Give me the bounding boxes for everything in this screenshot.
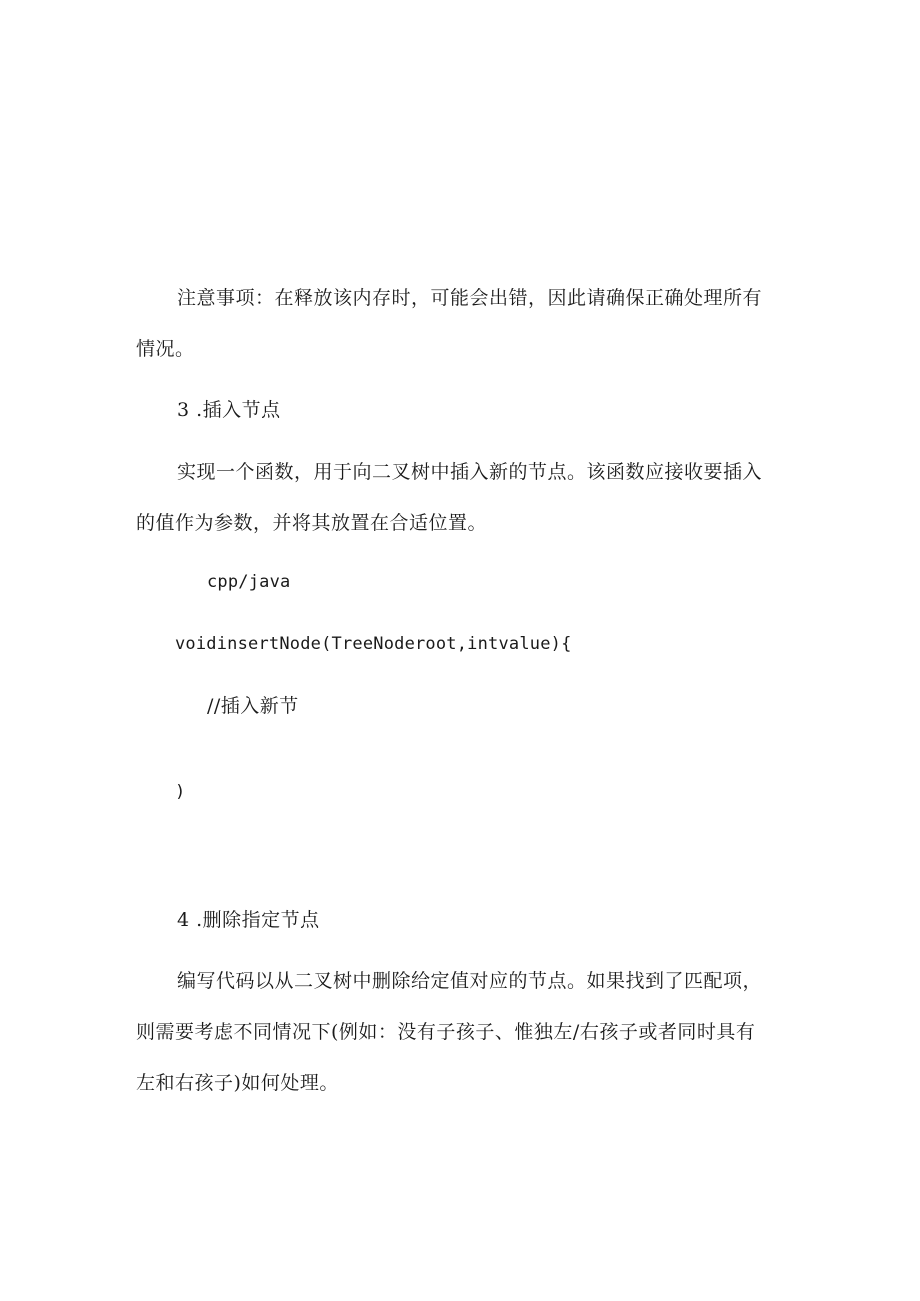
section-3-heading: 3 .插入节点: [177, 399, 281, 421]
section-3-paragraph-line-1: 实现一个函数，用于向二叉树中插入新的节点。该函数应接收要插入: [177, 461, 763, 483]
section-3-paragraph-line-2: 的值作为参数，并将其放置在合适位置。: [136, 512, 488, 534]
note-line-1: 注意事项：在释放该内存时，可能会出错，因此请确保正确处理所有: [177, 287, 763, 309]
code-signature: voidinsertNode(TreeNoderoot,intvalue){: [175, 634, 572, 654]
code-comment: //插入新节: [207, 695, 299, 717]
section-4-paragraph-line-2: 则需要考虑不同情况下(例如：没有子孩子、惟独左/右孩子或者同时具有: [136, 1021, 756, 1043]
section-4-paragraph-line-1: 编写代码以从二叉树中删除给定值对应的节点。如果找到了匹配项，: [177, 970, 763, 992]
code-language-label: cpp/java: [207, 572, 291, 592]
code-closing: ): [175, 782, 186, 802]
note-line-2: 情况。: [136, 338, 195, 360]
section-4-heading: 4 .删除指定节点: [177, 909, 320, 931]
section-4-paragraph-line-3: 左和右孩子)如何处理。: [136, 1072, 339, 1094]
